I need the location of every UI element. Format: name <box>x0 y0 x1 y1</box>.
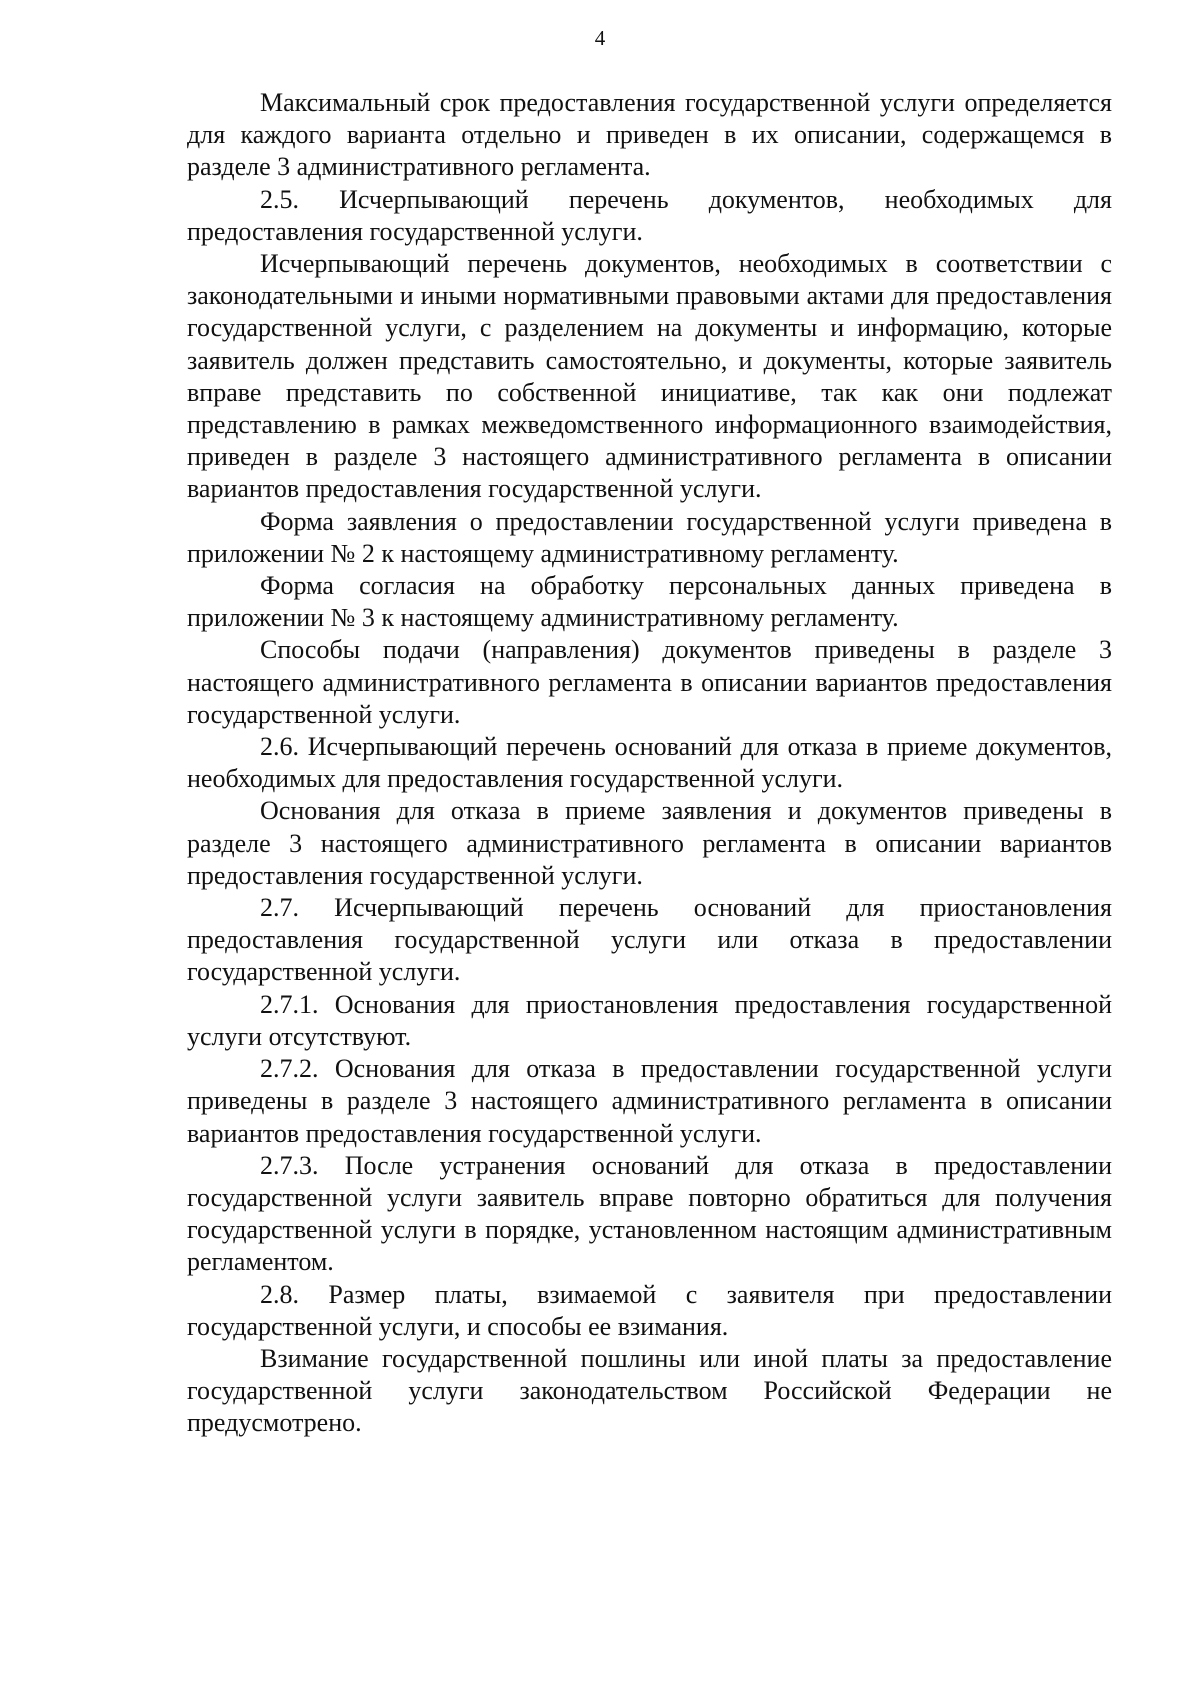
paragraph-2-5-heading: 2.5. Исчерпывающий перечень документов, необходимых для предоставления государственной услуги. <box>187 184 1112 246</box>
paragraph-2-7-heading: 2.7. Исчерпывающий перечень оснований для приостановления предоставления государственной услуги или отказа в предоставлении государственной услуги. <box>187 893 1112 987</box>
paragraph-consent-form: Форма согласия на обработку персональных данных приведена в приложении № 3 к настоящему административному регламенту. <box>187 571 1112 633</box>
document-body <box>187 87 1112 1440</box>
page-number: 4 <box>594 26 606 50</box>
paragraph-refusal-grounds: Основания для отказа в приеме заявления и документов приведены в разделе 3 настоящего административного регламента в описании вариантов предоставления государственной услуги. <box>187 796 1112 890</box>
paragraph-max-term: Максимальный срок предоставления государственной услуги определяется для каждого варианта отдельно и приведен в их описании, содержащемся в разделе 3 административного регламента. <box>187 88 1112 182</box>
paragraph-2-7-1: 2.7.1. Основания для приостановления предоставления государственной услуги отсутствуют. <box>187 989 1112 1051</box>
paragraph-documents-list: Исчерпывающий перечень документов, необходимых в соответствии с законодательными и иными нормативными правовыми актами для предоставления государственной услуги, с разделением на документы и информацию, которые заявитель должен представить самостоятельно, и документы, которые заявитель вправе представить по собственной инициативе, так как они подлежат представлению в рамках межведомственного информационного взаимодействия, приведен в разделе 3 настоящего административного регламента в описании вариантов предоставления государственной услуги. <box>187 249 1112 504</box>
paragraph-2-6-heading: 2.6. Исчерпывающий перечень оснований для отказа в приеме документов, необходимых для предоставления государственной услуги. <box>187 732 1112 794</box>
paragraph-submission-methods: Способы подачи (направления) документов приведены в разделе 3 настоящего административного регламента в описании вариантов предоставления государственной услуги. <box>187 635 1112 729</box>
paragraph-2-7-3: 2.7.3. После устранения оснований для отказа в предоставлении государственной услуги заявитель вправе повторно обратиться для получения государственной услуги в порядке, установленном настоящим административным регламентом. <box>187 1150 1112 1277</box>
paragraph-2-7-2: 2.7.2. Основания для отказа в предоставлении государственной услуги приведены в разделе 3 настоящего административного регламента в описании вариантов предоставления государственной услуги. <box>187 1054 1112 1148</box>
paragraph-fee: Взимание государственной пошлины или иной платы за предоставление государственной услуги законодательством Российской Федерации не предусмотрено. <box>187 1343 1112 1438</box>
paragraph-2-8-heading: 2.8. Размер платы, взимаемой с заявителя при предоставлении государственной услуги, и способы ее взимания. <box>187 1279 1112 1341</box>
paragraph-application-form: Форма заявления о предоставлении государственной услуги приведена в приложении № 2 к настоящему административному регламенту. <box>187 506 1112 568</box>
